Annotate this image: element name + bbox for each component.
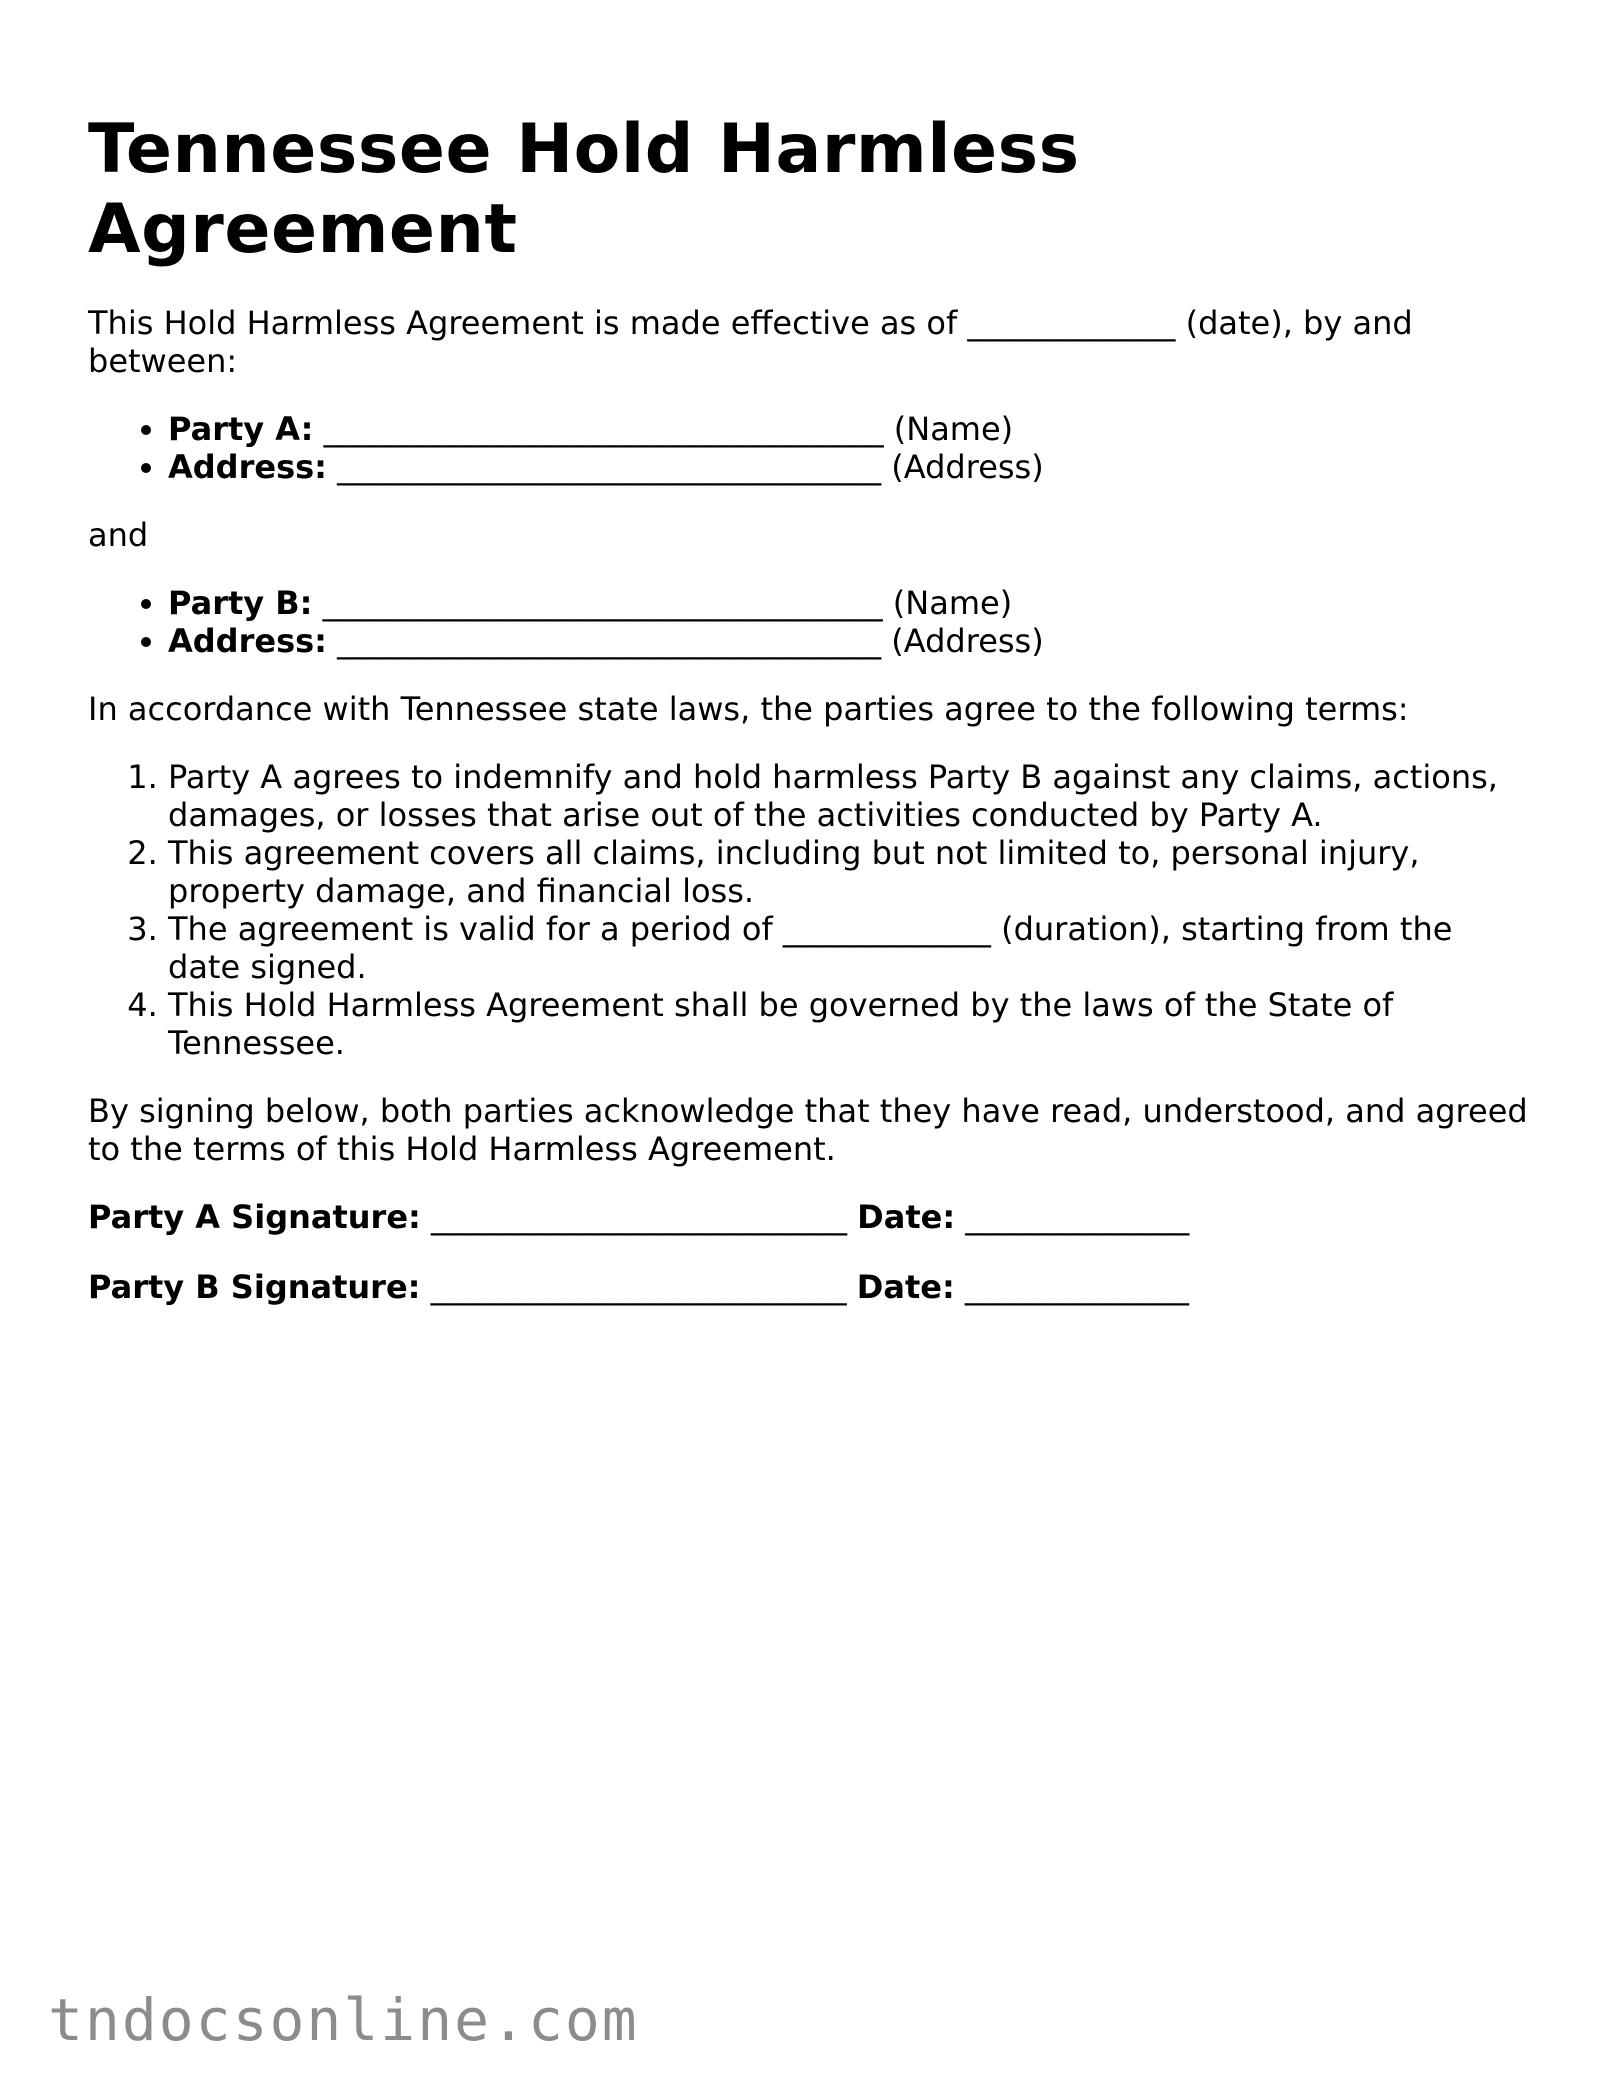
party-a-name-label: Party A:: [168, 410, 314, 448]
document-page: [88, 110, 1528, 1306]
party-b-signature-blank: __________________________: [430, 1268, 847, 1306]
party-b-address-label: Address:: [168, 622, 327, 660]
party-a-address-label: Address:: [168, 448, 327, 486]
term-item-4: 4. This Hold Harmless Agreement shall be governed by the laws of the State of Tennessee.: [168, 986, 1528, 1062]
party-b-name-blank: ___________________________________ (Name): [322, 584, 1013, 622]
party-a-date-label: Date:: [857, 1198, 956, 1236]
party-b-address-blank: __________________________________ (Address): [337, 622, 1044, 660]
terms-intro: In accordance with Tennessee state laws, the parties agree to the following terms:: [88, 690, 1409, 728]
party-b-address-item: [168, 622, 1528, 660]
party-a-list: [88, 410, 1528, 486]
party-b-list: [88, 584, 1528, 660]
party-b-signature-label: Party B Signature:: [88, 1268, 421, 1306]
and-text: and: [88, 516, 149, 554]
term-item-2: 2. This agreement covers all claims, including but not limited to, personal injury, property damage, and financial loss.: [168, 834, 1528, 910]
party-a-address-item: [168, 448, 1528, 486]
closing-paragraph: By signing below, both parties acknowledge that they have read, understood, and agreed to the terms of this Hold Harmless Agreement.: [88, 1092, 1528, 1168]
party-b-signature-line: [88, 1268, 1528, 1306]
document-title: Tennessee Hold Harmless Agreement: [88, 110, 1080, 269]
party-a-name-item: [168, 410, 1528, 448]
party-a-signature-label: Party A Signature:: [88, 1198, 421, 1236]
term-item-3: 3. The agreement is valid for a period of _____________ (duration), starting from the date signed.: [168, 910, 1528, 986]
party-b-date-blank: ______________: [964, 1268, 1189, 1306]
site-watermark: tndocsonline.com: [48, 1986, 639, 2054]
party-b-name-item: [168, 584, 1528, 622]
term-item-1: 1. Party A agrees to indemnify and hold harmless Party B against any claims, actions, damages, or losses that arise out of the activities conducted by Party A.: [168, 758, 1528, 834]
party-a-signature-line: [88, 1198, 1528, 1236]
intro-paragraph: This Hold Harmless Agreement is made effective as of _____________ (date), by and between:: [88, 304, 1413, 380]
party-a-date-blank: ______________: [965, 1198, 1190, 1236]
party-a-address-blank: __________________________________ (Address): [337, 448, 1044, 486]
party-b-date-label: Date:: [856, 1268, 955, 1306]
party-a-name-blank: ___________________________________ (Name): [323, 410, 1014, 448]
party-a-signature-blank: __________________________: [431, 1198, 847, 1236]
terms-list: [88, 758, 1528, 1062]
party-b-name-label: Party B:: [168, 584, 313, 622]
